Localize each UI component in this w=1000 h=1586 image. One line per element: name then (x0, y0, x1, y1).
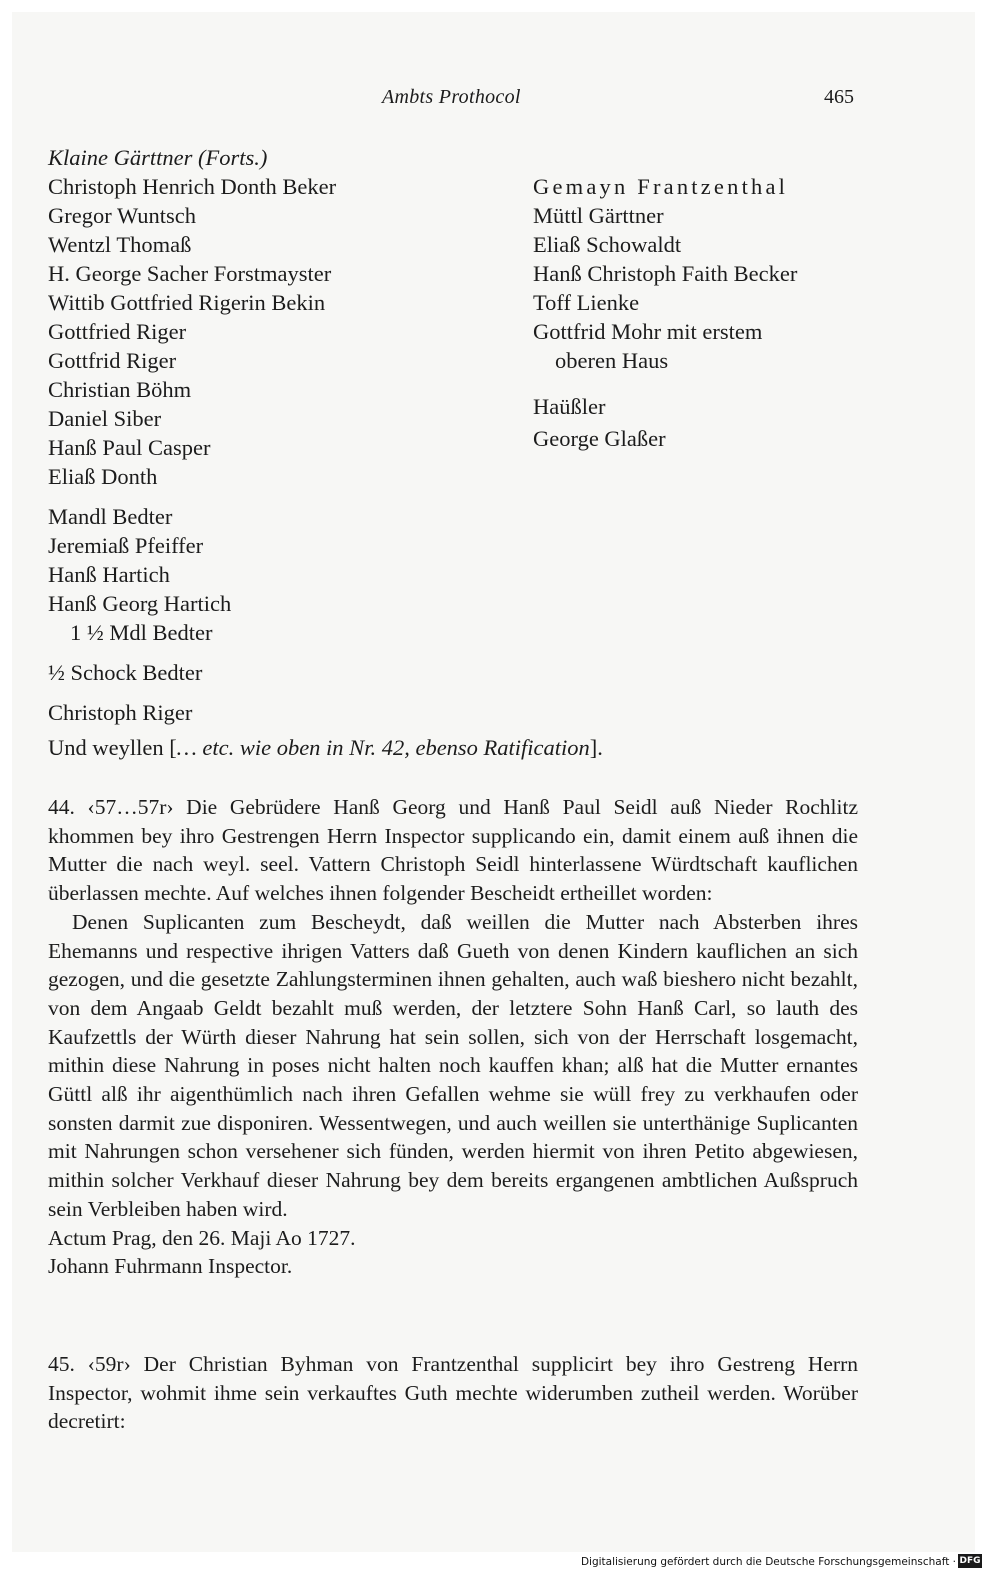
entry-44-intro: 44. ‹57…57r› Die Gebrüdere Hanß Georg und Hanß Paul Seidl auß Nieder Rochlitz khommen bey ihro Gestrengen Herrn Inspector supplicando ein, damit einem auß ihnen die Mutter die nach weyl. seel. Vattern Christoph Seidl hinterlassene Würdtschaft kauflichen überlassen mechte. Auf welches ihnen folgender Bescheidt ertheillet worden: (48, 795, 858, 906)
section-heading-muettl-gaerttner: Müttl Gärttner (533, 203, 664, 228)
list-item: Eliaß Donth (48, 464, 158, 489)
list-item: Christoph Henrich Donth Beker (48, 174, 337, 199)
list-item: Hanß Hartich (48, 562, 170, 587)
list-item: Hanß Paul Casper (48, 435, 211, 460)
section-heading-gemayn-frantzenthal: Gemayn Frantzenthal (533, 174, 789, 199)
entry-44-decision: Denen Suplicanten zum Bescheydt, daß weillen die Mutter nach Absterben ihres Ehemanns und respective ihrigen Vatters daß Gueth von denen Kindern kauflichen an sich gezogen, und die gesetzte Zahlungsterminen ihnen gehalten, auch waß bieshero nicht bezahlt, von dem Angaab Geldt bezahlt muß werden, der letztere Sohn Hanß Carl, so lauth des Kaufzettls der Würth dieser Nahrung hat sein sollen, sich von der Herrschaft losgemacht, mithin diese Nahrung in poses nicht halten noch kauffen khan; alß hat die Mutter ernantes Güttl alß ihr aigenthümlich nach ihren Gefallen wehme sie wüll frey zu verkhaufen oder sonsten darmit zue disponiren. Wessentwegen, und auch weillen sie unterthänige Suplicanten mit Nahrungen schon versehener sich fünden, werden hiermit von ihren Petito abgewiesen, mithin solcher Verkhauf dieser Nahrung bey dem bereits ergangenen ambtlichen Außspruch sein Verbleiben haben wird. (48, 909, 858, 1221)
right-column (533, 172, 797, 453)
list-item: Jeremiaß Pfeiffer (48, 533, 204, 558)
list-item: Toff Lienke (533, 290, 640, 315)
closing-tail: ]. (589, 735, 603, 760)
list-item: Wittib Gottfried Rigerin Bekin (48, 290, 326, 315)
dfg-logo: DFG (959, 1556, 981, 1566)
page-number: 465 (824, 86, 854, 108)
entry-45 (48, 1350, 858, 1436)
list-item: Gottfrid Riger (48, 348, 177, 373)
entry-44 (48, 793, 858, 1281)
section-heading-schock-bedter: ½ Schock Bedter (48, 660, 203, 685)
section-heading-mandl-bedter: Mandl Bedter (48, 504, 173, 529)
digitization-credit: Digitalisierung gefördert durch die Deutsche Forschungsgemeinschaft · (580, 1556, 956, 1568)
list-item: Gregor Wuntsch (48, 203, 197, 228)
entry-44-signature: Johann Fuhrmann Inspector. (48, 1254, 293, 1279)
list-item: Christian Böhm (48, 377, 192, 402)
list-item: Hanß Christoph Faith Becker (533, 261, 798, 286)
section-heading-haeussler: Haüßler (533, 394, 606, 419)
list-item: Gottfrid Mohr mit erstem (533, 319, 763, 344)
list-item: H. George Sacher Forstmayster (48, 261, 332, 286)
closing-formula (48, 735, 603, 761)
list-item: Christoph Riger (48, 700, 193, 725)
list-item: Gottfried Riger (48, 319, 187, 344)
section-heading-klaine-gaerttner: Klaine Gärttner (Forts.) (48, 145, 268, 170)
list-item-continuation: oberen Haus (555, 348, 669, 373)
section-heading-half-mdl-bedter: 1 ½ Mdl Bedter (70, 620, 213, 645)
closing-lead: Und weyllen [ (48, 735, 177, 760)
list-item: Wentzl Thomaß (48, 232, 192, 257)
list-item: George Glaßer (533, 426, 666, 451)
left-column (48, 143, 336, 727)
entry-44-actum: Actum Prag, den 26. Maji Ao 1727. (48, 1225, 356, 1250)
entry-45-text: 45. ‹59r› Der Christian Byhman von Frantzenthal supplicirt bey ihro Gestreng Herrn Inspector, wohmit ihme sein verkauftes Guth mechte widerumben zutheil werden. Worüber decretirt: (48, 1352, 858, 1434)
list-item: Eliaß Schowaldt (533, 232, 682, 257)
list-item: Daniel Siber (48, 406, 162, 431)
closing-editorial-note: … etc. wie oben in Nr. 42, ebenso Ratification (176, 735, 590, 760)
running-header-title: Ambts Prothocol (382, 86, 521, 108)
list-item: Hanß Georg Hartich (48, 591, 232, 616)
